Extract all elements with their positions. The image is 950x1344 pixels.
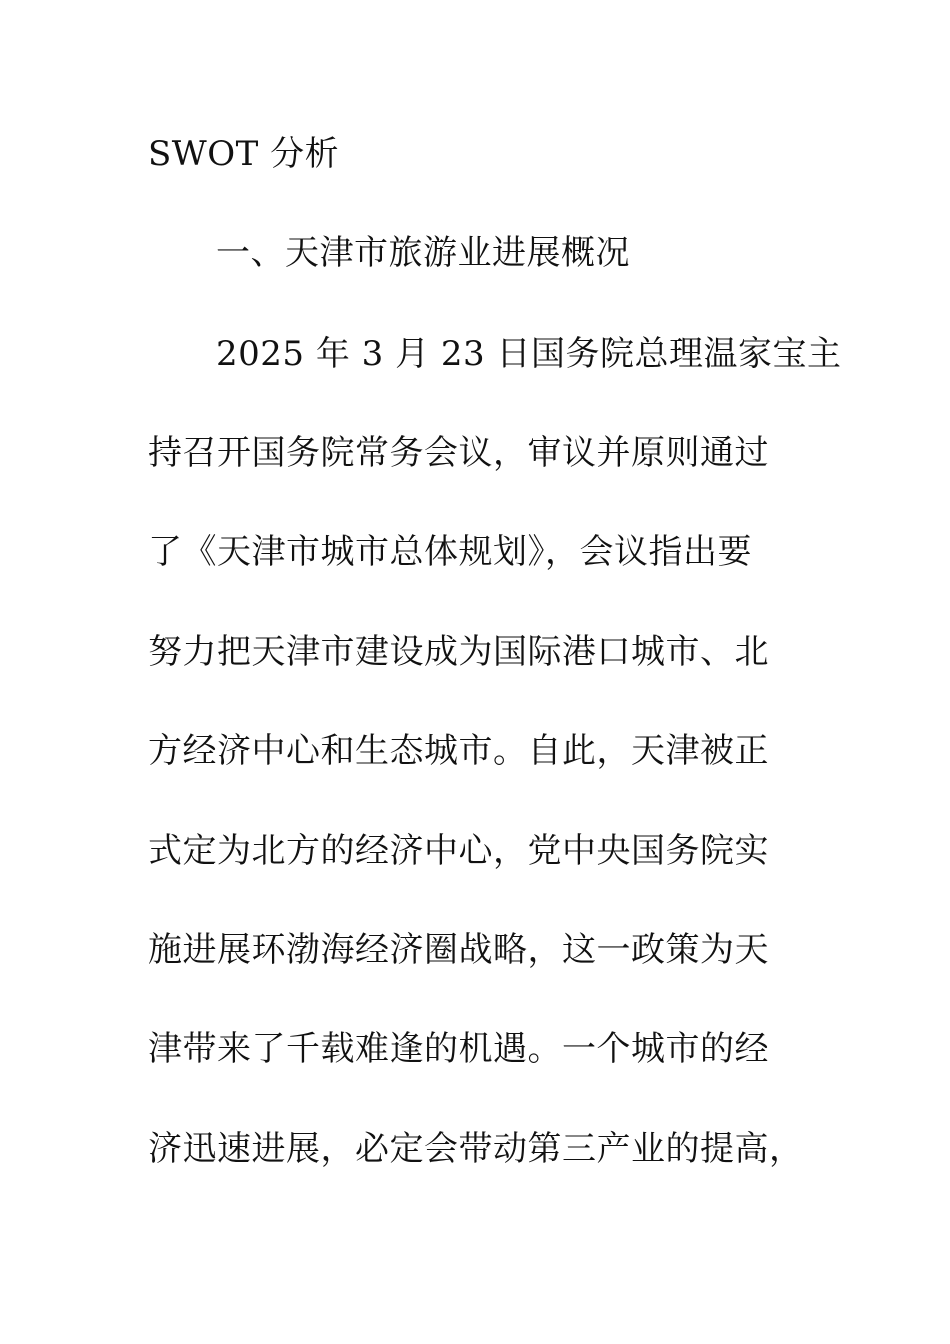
paragraph-line: 津带来了千载难逢的机遇。一个城市的经 <box>148 1029 769 1069</box>
paragraph-line: 方经济中心和生态城市。自此，天津被正 <box>148 731 769 771</box>
paragraph-line: 努力把天津市建设成为国际港口城市、北 <box>148 632 769 672</box>
section-heading: 一、天津市旅游业进展概况 <box>216 233 630 273</box>
paragraph-line: 济迅速进展，必定会带动第三产业的提高， <box>148 1129 804 1169</box>
paragraph-line: 持召开国务院常务会议，审议并原则通过 <box>148 433 769 473</box>
paragraph-line: 2025 年 3 月 23 日国务院总理温家宝主 <box>216 334 842 374</box>
paragraph-line: 施进展环渤海经济圈战略，这一政策为天 <box>148 930 769 970</box>
paragraph-line: 式定为北方的经济中心，党中央国务院实 <box>148 831 769 871</box>
paragraph-line: 了《天津市城市总体规划》，会议指出要 <box>148 532 752 572</box>
document-title: SWOT 分析 <box>148 134 340 174</box>
